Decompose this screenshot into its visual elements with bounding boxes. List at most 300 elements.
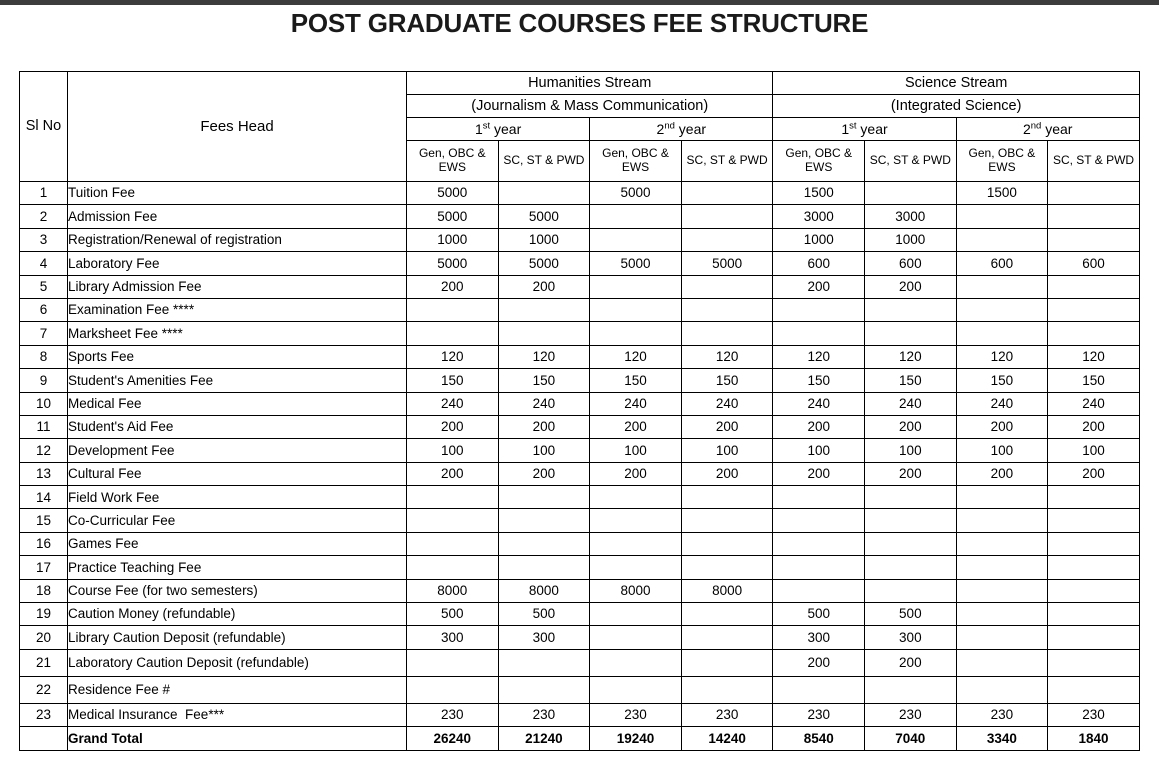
row-value-hum_y2_sc — [681, 228, 773, 251]
row-value-hum_y2_gen — [590, 275, 682, 298]
programme-header-humanities: (Journalism & Mass Communication) — [407, 95, 773, 118]
row-value-sci_y1_gen: 200 — [773, 415, 865, 438]
row-value-hum_y2_sc: 100 — [681, 439, 773, 462]
row-value-sci_y1_gen: 200 — [773, 275, 865, 298]
row-value-hum_y2_sc — [681, 205, 773, 228]
row-sl-no: 12 — [20, 439, 68, 462]
row-sl-no: 6 — [20, 298, 68, 321]
row-value-sci_y1_sc — [865, 486, 957, 509]
row-value-hum_y1_sc: 230 — [498, 703, 590, 726]
row-value-hum_y2_sc: 150 — [681, 369, 773, 392]
row-value-hum_y2_gen: 150 — [590, 369, 682, 392]
row-sl-no: 3 — [20, 228, 68, 251]
row-value-sci_y1_sc — [865, 579, 957, 602]
row-value-sci_y1_gen — [773, 509, 865, 532]
fee-structure-table — [19, 71, 1140, 751]
table-row — [20, 228, 1140, 251]
row-sl-no: 22 — [20, 676, 68, 703]
table-body — [20, 182, 1140, 751]
row-value-sci_y2_gen — [956, 649, 1048, 676]
row-value-hum_y1_gen: 200 — [407, 415, 499, 438]
row-value-hum_y2_sc — [681, 275, 773, 298]
row-value-sci_y2_gen — [956, 579, 1048, 602]
row-value-sci_y1_gen: 200 — [773, 649, 865, 676]
row-value-hum_y2_gen: 230 — [590, 703, 682, 726]
row-value-sci_y1_gen: 230 — [773, 703, 865, 726]
grand-total-sl-no — [20, 727, 68, 750]
table-row — [20, 298, 1140, 321]
row-value-hum_y1_gen: 5000 — [407, 182, 499, 205]
row-value-hum_y2_gen — [590, 486, 682, 509]
category-header-sci-y1-gen: Gen, OBC & EWS — [773, 141, 865, 182]
row-fee-head: Library Caution Deposit (refundable) — [68, 626, 407, 649]
stream-header-science: Science Stream — [773, 72, 1139, 95]
row-value-sci_y1_sc: 240 — [865, 392, 957, 415]
row-value-sci_y2_sc — [1048, 509, 1140, 532]
row-value-sci_y2_gen: 240 — [956, 392, 1048, 415]
row-fee-head: Residence Fee # — [68, 676, 407, 703]
row-value-hum_y2_sc: 5000 — [681, 252, 773, 275]
year-number: 2 — [656, 120, 665, 137]
row-sl-no: 16 — [20, 532, 68, 555]
row-value-hum_y1_sc: 300 — [498, 626, 590, 649]
table-row — [20, 532, 1140, 555]
row-fee-head: Student's Aid Fee — [68, 415, 407, 438]
row-value-hum_y2_gen — [590, 626, 682, 649]
row-value-sci_y2_sc — [1048, 603, 1140, 626]
row-value-sci_y2_sc — [1048, 298, 1140, 321]
row-value-sci_y1_sc — [865, 182, 957, 205]
row-value-sci_y2_gen — [956, 322, 1048, 345]
row-value-sci_y1_gen — [773, 532, 865, 555]
row-value-hum_y1_gen — [407, 298, 499, 321]
column-header-fees-head: Fees Head — [68, 72, 407, 182]
row-fee-head: Laboratory Caution Deposit (refundable) — [68, 649, 407, 676]
row-value-hum_y1_sc: 200 — [498, 275, 590, 298]
category-header-hum-y2-gen: Gen, OBC & EWS — [590, 141, 682, 182]
row-value-hum_y2_gen: 240 — [590, 392, 682, 415]
row-value-hum_y1_gen: 240 — [407, 392, 499, 415]
row-value-hum_y1_sc — [498, 556, 590, 579]
row-value-sci_y1_sc: 230 — [865, 703, 957, 726]
year-header-humanities-1st — [407, 118, 590, 141]
row-value-sci_y1_gen: 3000 — [773, 205, 865, 228]
table-row — [20, 369, 1140, 392]
row-fee-head: Practice Teaching Fee — [68, 556, 407, 579]
row-value-hum_y2_sc — [681, 182, 773, 205]
row-value-sci_y1_gen — [773, 676, 865, 703]
row-value-sci_y1_gen: 500 — [773, 603, 865, 626]
row-value-sci_y1_gen: 100 — [773, 439, 865, 462]
table-row — [20, 603, 1140, 626]
row-value-hum_y1_sc: 240 — [498, 392, 590, 415]
row-value-hum_y2_sc — [681, 556, 773, 579]
row-value-sci_y1_gen: 240 — [773, 392, 865, 415]
row-value-hum_y2_gen: 200 — [590, 462, 682, 485]
row-value-sci_y2_gen — [956, 603, 1048, 626]
row-sl-no: 19 — [20, 603, 68, 626]
row-value-hum_y2_gen — [590, 649, 682, 676]
row-value-sci_y2_gen — [956, 676, 1048, 703]
year-ordinal-suffix: nd — [664, 120, 675, 132]
grand-total-sci_y1_gen: 8540 — [773, 727, 865, 750]
row-value-hum_y1_gen — [407, 486, 499, 509]
row-value-hum_y2_gen: 200 — [590, 415, 682, 438]
row-fee-head: Caution Money (refundable) — [68, 603, 407, 626]
row-value-sci_y2_sc — [1048, 649, 1140, 676]
row-value-hum_y2_gen — [590, 298, 682, 321]
row-value-hum_y1_sc: 150 — [498, 369, 590, 392]
table-row — [20, 182, 1140, 205]
row-value-sci_y2_gen — [956, 626, 1048, 649]
row-value-sci_y1_sc: 600 — [865, 252, 957, 275]
row-value-hum_y1_gen — [407, 556, 499, 579]
row-value-sci_y1_gen: 1500 — [773, 182, 865, 205]
row-value-sci_y2_gen — [956, 228, 1048, 251]
row-value-hum_y1_gen: 5000 — [407, 205, 499, 228]
row-value-hum_y1_sc — [498, 649, 590, 676]
row-fee-head: Sports Fee — [68, 345, 407, 368]
row-value-hum_y2_sc — [681, 532, 773, 555]
table-row — [20, 649, 1140, 676]
row-value-hum_y1_sc: 1000 — [498, 228, 590, 251]
row-value-sci_y2_sc — [1048, 322, 1140, 345]
row-value-hum_y1_gen: 150 — [407, 369, 499, 392]
row-value-sci_y1_sc: 150 — [865, 369, 957, 392]
row-value-hum_y2_gen — [590, 228, 682, 251]
row-value-hum_y1_gen — [407, 322, 499, 345]
row-sl-no: 18 — [20, 579, 68, 602]
fee-structure-table-container — [19, 71, 1139, 751]
grand-total-row — [20, 727, 1140, 750]
row-value-hum_y1_sc: 200 — [498, 415, 590, 438]
row-value-hum_y1_sc: 200 — [498, 462, 590, 485]
row-fee-head: Tuition Fee — [68, 182, 407, 205]
row-value-sci_y2_gen — [956, 509, 1048, 532]
row-value-sci_y2_sc — [1048, 579, 1140, 602]
row-value-hum_y1_gen — [407, 509, 499, 532]
row-value-hum_y1_sc — [498, 322, 590, 345]
year-header-humanities-2nd — [590, 118, 773, 141]
category-header-sci-y2-gen: Gen, OBC & EWS — [956, 141, 1048, 182]
table-row — [20, 486, 1140, 509]
grand-total-sci_y2_sc: 1840 — [1048, 727, 1140, 750]
row-value-hum_y2_gen: 8000 — [590, 579, 682, 602]
row-value-sci_y2_sc: 240 — [1048, 392, 1140, 415]
row-value-sci_y2_sc — [1048, 626, 1140, 649]
table-row — [20, 205, 1140, 228]
year-word: year — [1041, 120, 1073, 137]
category-header-hum-y1-gen: Gen, OBC & EWS — [407, 141, 499, 182]
row-value-hum_y1_gen: 8000 — [407, 579, 499, 602]
row-value-hum_y2_sc: 120 — [681, 345, 773, 368]
row-value-hum_y1_gen: 120 — [407, 345, 499, 368]
row-sl-no: 10 — [20, 392, 68, 415]
row-value-hum_y2_sc — [681, 298, 773, 321]
grand-total-hum_y1_sc: 21240 — [498, 727, 590, 750]
row-value-hum_y2_gen — [590, 205, 682, 228]
row-fee-head: Marksheet Fee **** — [68, 322, 407, 345]
table-row — [20, 345, 1140, 368]
row-value-sci_y1_sc: 1000 — [865, 228, 957, 251]
table-row — [20, 676, 1140, 703]
table-row — [20, 439, 1140, 462]
table-row — [20, 275, 1140, 298]
row-value-hum_y2_sc — [681, 322, 773, 345]
row-value-hum_y1_gen: 100 — [407, 439, 499, 462]
row-value-hum_y2_gen — [590, 556, 682, 579]
row-value-sci_y2_sc — [1048, 228, 1140, 251]
row-fee-head: Course Fee (for two semesters) — [68, 579, 407, 602]
row-value-sci_y2_sc — [1048, 532, 1140, 555]
row-value-sci_y1_sc: 100 — [865, 439, 957, 462]
row-value-hum_y2_sc — [681, 603, 773, 626]
row-sl-no: 5 — [20, 275, 68, 298]
row-value-hum_y2_sc: 200 — [681, 415, 773, 438]
row-sl-no: 13 — [20, 462, 68, 485]
row-sl-no: 20 — [20, 626, 68, 649]
row-sl-no: 15 — [20, 509, 68, 532]
row-value-sci_y1_gen: 1000 — [773, 228, 865, 251]
row-value-sci_y1_sc — [865, 676, 957, 703]
row-value-hum_y1_gen — [407, 649, 499, 676]
row-value-sci_y1_sc: 200 — [865, 275, 957, 298]
table-row — [20, 556, 1140, 579]
row-fee-head: Co-Curricular Fee — [68, 509, 407, 532]
row-value-sci_y2_gen — [956, 532, 1048, 555]
row-value-hum_y1_sc: 120 — [498, 345, 590, 368]
row-sl-no: 21 — [20, 649, 68, 676]
row-value-hum_y2_sc — [681, 509, 773, 532]
row-value-hum_y2_sc: 8000 — [681, 579, 773, 602]
row-value-hum_y1_sc — [498, 532, 590, 555]
row-value-hum_y1_gen — [407, 676, 499, 703]
row-value-sci_y2_gen — [956, 275, 1048, 298]
category-header-hum-y2-sc: SC, ST & PWD — [681, 141, 773, 182]
row-fee-head: Examination Fee **** — [68, 298, 407, 321]
row-value-sci_y1_sc — [865, 298, 957, 321]
row-sl-no: 17 — [20, 556, 68, 579]
row-value-sci_y1_gen: 600 — [773, 252, 865, 275]
programme-header-science: (Integrated Science) — [773, 95, 1139, 118]
row-value-sci_y1_gen — [773, 556, 865, 579]
row-value-hum_y2_gen: 100 — [590, 439, 682, 462]
row-value-sci_y1_sc: 200 — [865, 415, 957, 438]
year-ordinal-suffix: st — [482, 120, 491, 132]
row-value-sci_y2_gen: 100 — [956, 439, 1048, 462]
row-value-sci_y2_sc: 200 — [1048, 462, 1140, 485]
grand-total-sci_y1_sc: 7040 — [865, 727, 957, 750]
table-row — [20, 509, 1140, 532]
grand-total-hum_y2_gen: 19240 — [590, 727, 682, 750]
row-fee-head: Laboratory Fee — [68, 252, 407, 275]
row-value-sci_y2_sc: 600 — [1048, 252, 1140, 275]
row-value-hum_y1_gen: 1000 — [407, 228, 499, 251]
row-value-sci_y1_sc: 120 — [865, 345, 957, 368]
row-value-hum_y1_gen: 230 — [407, 703, 499, 726]
row-value-sci_y2_sc — [1048, 182, 1140, 205]
year-ordinal-suffix: nd — [1030, 120, 1042, 132]
row-value-sci_y1_gen: 150 — [773, 369, 865, 392]
top-decorative-bar — [0, 0, 1159, 5]
row-value-sci_y2_sc — [1048, 486, 1140, 509]
row-value-sci_y1_sc — [865, 509, 957, 532]
row-value-hum_y2_gen — [590, 603, 682, 626]
row-value-sci_y1_gen: 200 — [773, 462, 865, 485]
row-value-sci_y1_sc: 200 — [865, 462, 957, 485]
year-ordinal-suffix: st — [849, 120, 857, 132]
year-word: year — [490, 120, 522, 137]
row-sl-no: 9 — [20, 369, 68, 392]
row-value-hum_y2_gen — [590, 532, 682, 555]
row-value-hum_y1_sc: 5000 — [498, 252, 590, 275]
row-sl-no: 23 — [20, 703, 68, 726]
row-value-hum_y1_sc: 100 — [498, 439, 590, 462]
row-sl-no: 2 — [20, 205, 68, 228]
page-title: POST GRADUATE COURSES FEE STRUCTURE — [290, 8, 869, 38]
category-header-sci-y2-sc: SC, ST & PWD — [1048, 141, 1140, 182]
row-value-sci_y2_gen: 200 — [956, 415, 1048, 438]
row-fee-head: Student's Amenities Fee — [68, 369, 407, 392]
category-header-sci-y1-sc: SC, ST & PWD — [865, 141, 957, 182]
row-value-sci_y2_sc — [1048, 205, 1140, 228]
row-value-sci_y1_sc — [865, 556, 957, 579]
row-sl-no: 1 — [20, 182, 68, 205]
row-value-sci_y1_sc — [865, 322, 957, 345]
row-sl-no: 11 — [20, 415, 68, 438]
row-value-hum_y2_sc — [681, 486, 773, 509]
table-row — [20, 252, 1140, 275]
header-row-stream — [20, 72, 1140, 95]
row-value-sci_y1_gen — [773, 322, 865, 345]
row-value-sci_y2_sc — [1048, 556, 1140, 579]
row-fee-head: Medical Fee — [68, 392, 407, 415]
row-value-hum_y1_gen: 200 — [407, 275, 499, 298]
grand-total-label: Grand Total — [68, 727, 407, 750]
row-value-sci_y2_sc: 200 — [1048, 415, 1140, 438]
row-value-sci_y2_gen: 230 — [956, 703, 1048, 726]
row-value-hum_y2_sc — [681, 626, 773, 649]
table-row — [20, 703, 1140, 726]
grand-total-hum_y2_sc: 14240 — [681, 727, 773, 750]
row-value-sci_y2_sc: 100 — [1048, 439, 1140, 462]
row-sl-no: 4 — [20, 252, 68, 275]
row-value-sci_y1_gen — [773, 486, 865, 509]
row-value-hum_y2_sc: 240 — [681, 392, 773, 415]
row-fee-head: Development Fee — [68, 439, 407, 462]
category-header-hum-y1-sc: SC, ST & PWD — [498, 141, 590, 182]
row-value-sci_y1_gen — [773, 579, 865, 602]
row-fee-head: Field Work Fee — [68, 486, 407, 509]
row-value-sci_y1_gen: 120 — [773, 345, 865, 368]
row-value-sci_y2_sc: 120 — [1048, 345, 1140, 368]
row-value-hum_y1_gen: 5000 — [407, 252, 499, 275]
row-value-sci_y2_gen — [956, 298, 1048, 321]
row-value-sci_y2_sc — [1048, 676, 1140, 703]
row-value-hum_y2_gen — [590, 676, 682, 703]
row-fee-head: Admission Fee — [68, 205, 407, 228]
row-value-hum_y1_sc: 500 — [498, 603, 590, 626]
row-sl-no: 8 — [20, 345, 68, 368]
row-value-hum_y2_sc — [681, 649, 773, 676]
row-value-sci_y2_sc — [1048, 275, 1140, 298]
row-value-hum_y1_sc — [498, 486, 590, 509]
year-word: year — [674, 120, 707, 137]
stream-header-humanities: Humanities Stream — [407, 72, 773, 95]
row-value-hum_y2_sc: 200 — [681, 462, 773, 485]
row-fee-head: Registration/Renewal of registration — [68, 228, 407, 251]
row-value-sci_y1_sc: 300 — [865, 626, 957, 649]
year-number: 2 — [1022, 120, 1031, 137]
row-value-sci_y2_gen: 150 — [956, 369, 1048, 392]
row-value-sci_y2_gen: 600 — [956, 252, 1048, 275]
grand-total-hum_y1_gen: 26240 — [407, 727, 499, 750]
row-value-sci_y2_gen: 1500 — [956, 182, 1048, 205]
row-value-hum_y2_sc — [681, 676, 773, 703]
row-value-sci_y2_gen — [956, 486, 1048, 509]
row-value-hum_y1_sc — [498, 298, 590, 321]
row-value-sci_y1_gen: 300 — [773, 626, 865, 649]
row-value-sci_y2_gen: 120 — [956, 345, 1048, 368]
row-value-sci_y1_sc — [865, 532, 957, 555]
row-value-hum_y1_sc — [498, 509, 590, 532]
row-value-hum_y2_gen: 120 — [590, 345, 682, 368]
row-value-hum_y1_sc — [498, 676, 590, 703]
row-value-hum_y1_gen: 200 — [407, 462, 499, 485]
year-header-science-1st — [773, 118, 956, 141]
table-row — [20, 626, 1140, 649]
row-value-sci_y1_sc: 500 — [865, 603, 957, 626]
row-fee-head: Library Admission Fee — [68, 275, 407, 298]
row-value-sci_y1_sc: 200 — [865, 649, 957, 676]
row-value-hum_y1_gen: 500 — [407, 603, 499, 626]
column-header-sl-no: Sl No — [20, 72, 68, 182]
row-value-sci_y1_sc: 3000 — [865, 205, 957, 228]
row-value-sci_y2_sc: 150 — [1048, 369, 1140, 392]
row-fee-head: Cultural Fee — [68, 462, 407, 485]
row-value-hum_y1_sc: 8000 — [498, 579, 590, 602]
row-value-sci_y2_gen — [956, 556, 1048, 579]
row-sl-no: 7 — [20, 322, 68, 345]
row-value-hum_y2_gen — [590, 509, 682, 532]
row-value-sci_y1_gen — [773, 298, 865, 321]
row-value-hum_y1_gen: 300 — [407, 626, 499, 649]
row-value-sci_y2_gen — [956, 205, 1048, 228]
row-value-hum_y2_gen — [590, 322, 682, 345]
row-sl-no: 14 — [20, 486, 68, 509]
table-row — [20, 579, 1140, 602]
row-fee-head: Games Fee — [68, 532, 407, 555]
table-row — [20, 462, 1140, 485]
year-number: 1 — [841, 120, 850, 137]
row-value-hum_y2_sc: 230 — [681, 703, 773, 726]
table-row — [20, 415, 1140, 438]
row-value-sci_y2_sc: 230 — [1048, 703, 1140, 726]
row-value-hum_y1_gen — [407, 532, 499, 555]
table-row — [20, 322, 1140, 345]
grand-total-sci_y2_gen: 3340 — [956, 727, 1048, 750]
year-number: 1 — [474, 120, 483, 137]
row-value-hum_y1_sc: 5000 — [498, 205, 590, 228]
year-word: year — [856, 120, 888, 137]
table-row — [20, 392, 1140, 415]
row-value-sci_y2_gen: 200 — [956, 462, 1048, 485]
year-header-science-2nd — [956, 118, 1139, 141]
row-value-hum_y2_gen: 5000 — [590, 182, 682, 205]
row-fee-head: Medical Insurance Fee*** — [68, 703, 407, 726]
row-value-hum_y2_gen: 5000 — [590, 252, 682, 275]
table-header — [20, 72, 1140, 182]
